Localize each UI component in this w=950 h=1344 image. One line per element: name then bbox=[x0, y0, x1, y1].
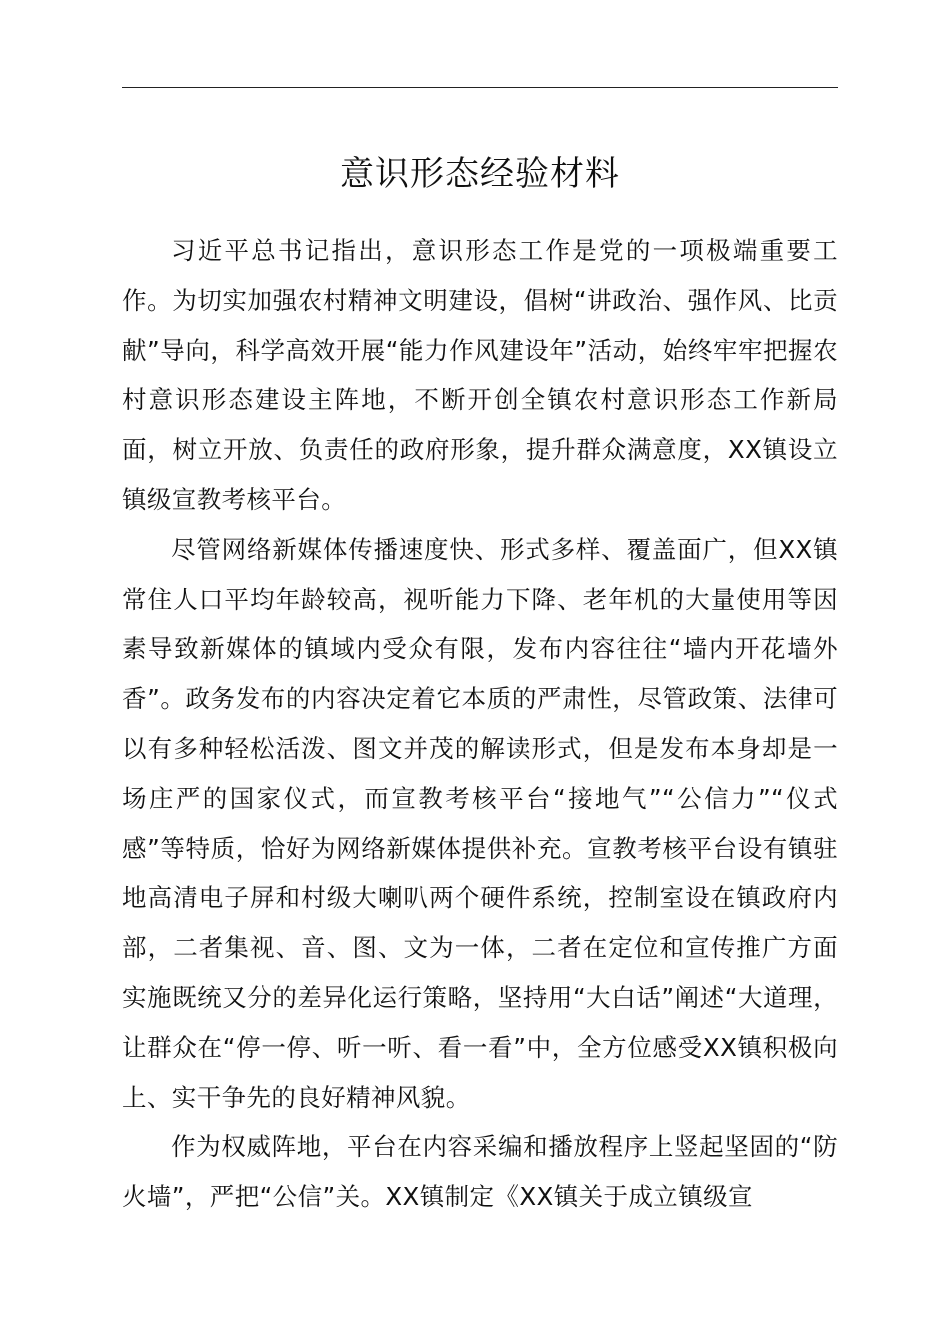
document-body bbox=[122, 226, 838, 1222]
header-rule bbox=[122, 87, 838, 88]
paragraph-2: 尽管网络新媒体传播速度快、形式多样、覆盖面广，但XX镇常住人口平均年龄较高，视听能力下降、老年机的大量使用等因素导致新媒体的镇域内受众有限，发布内容往往“墙内开花墙外香”。政务发布的内容决定着它本质的严肃性，尽管政策、法律可以有多种轻松活泼、图文并茂的解读形式，但是发布本身却是一场庄严的国家仪式，而宣教考核平台“接地气”“公信力”“仪式感”等特质，恰好为网络新媒体提供补充。宣教考核平台设有镇驻地高清电子屏和村级大喇叭两个硬件系统，控制室设在镇政府内部，二者集视、音、图、文为一体，二者在定位和宣传推广方面实施既统又分的差异化运行策略，坚持用“大白话”阐述“大道理，让群众在“停一停、听一听、看一看”中，全方位感受XX镇积极向上、实干争先的良好精神风貌。 bbox=[122, 534, 838, 1112]
paragraph-1: 习近平总书记指出，意识形态工作是党的一项极端重要工作。为切实加强农村精神文明建设，倡树“讲政治、强作风、比贡献”导向，科学高效开展“能力作风建设年”活动，始终牢牢把握农村意识形态建设主阵地，不断开创全镇农村意识形态工作新局面，树立开放、负责任的政府形象，提升群众满意度，XX镇设立镇级宣教考核平台。 bbox=[122, 236, 838, 514]
document-title: 意识形态经验材料 bbox=[340, 154, 620, 194]
paragraph-3: 作为权威阵地，平台在内容采编和播放程序上竖起坚固的“防火墙”，严把“公信”关。XX镇制定《XX镇关于成立镇级宣 bbox=[122, 1132, 838, 1212]
